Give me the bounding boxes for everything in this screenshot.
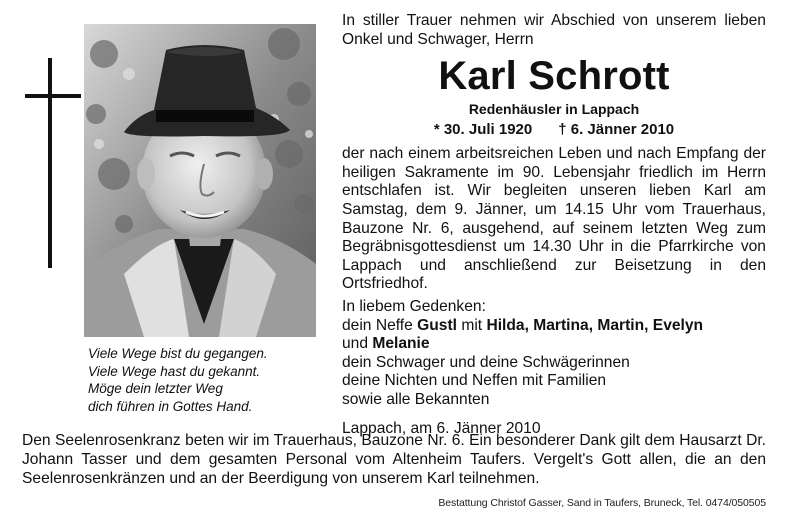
death-date: † 6. Jänner 2010 bbox=[558, 121, 675, 139]
poem bbox=[88, 345, 318, 415]
birth-date: * 30. Juli 1920 bbox=[433, 121, 533, 139]
mourner-text: und bbox=[342, 335, 373, 353]
memory-label: In liebem Gedenken: bbox=[342, 297, 486, 315]
life-dates bbox=[342, 119, 766, 141]
intro-text: In stiller Trauer nehmen wir Abschied von unserem lieben Onkel und Schwager, Herrn bbox=[342, 12, 766, 48]
mourner-text: dein Neffe bbox=[342, 316, 418, 334]
mourner-line: dein Schwager und deine Schwägerinnen bbox=[342, 353, 630, 371]
occupation: Redenhäusler in Lappach bbox=[468, 101, 640, 118]
mourner-line bbox=[342, 335, 766, 354]
deceased-name: Karl Schrott bbox=[438, 54, 670, 99]
cross-symbol-vertical bbox=[48, 58, 52, 268]
poem-line: Viele Wege hast du gekannt. bbox=[88, 363, 261, 379]
funeral-home-footer: Bestattung Christof Gasser, Sand in Taufers, Bruneck, Tel. 0474/050505 bbox=[438, 497, 766, 509]
mourner-line: deine Nichten und Neffen mit Familien bbox=[342, 372, 607, 390]
mourner-name: Gustl bbox=[417, 316, 457, 334]
mourner-line bbox=[342, 317, 766, 336]
mourner-text: mit bbox=[457, 316, 487, 334]
poem-line: Möge dein letzter Weg bbox=[88, 381, 223, 396]
funeral-details: der nach einem arbeitsreichen Leben und nach Empfang der heiligen Sakramente im 90. Lebensjahr friedlich im Herrn entschlafen ist. Wir begleiten unseren lieben Karl am Samstag, dem 9. Jänner, um 14.15 Uhr vom Trauerhaus, Bauzone Nr. 6, ausgehend, auf seinem letzten Weg zum Begräbnisgottesdienst um 14.30 Uhr in die Pfarrkirche von Lappach und anschließend zur Beisetzung in den Ortsfriedhof. bbox=[342, 145, 766, 293]
rosary-text: Den Seelenrosenkranz beten wir im Trauerhaus, Bauzone Nr. 6. Ein besonderer Dank gilt dem Hausarzt Dr. Johann Tasser und dem gesamten Personal vom Altenheim Taufers. Vergelt's Gott allen, die an den Seelenrosenkränzen und an der Beerdigung von unserem Karl teilnehmen. bbox=[22, 432, 766, 487]
place-date: Lappach, am 6. Jänner 2010 bbox=[342, 419, 541, 437]
portrait-photo bbox=[84, 24, 316, 337]
obituary-main bbox=[342, 12, 766, 438]
mourner-name: Melanie bbox=[372, 335, 430, 353]
cross-symbol-horizontal bbox=[25, 94, 81, 98]
poem-line: dich führen in Gottes Hand. bbox=[88, 398, 253, 414]
mourner-line: sowie alle Bekannten bbox=[342, 390, 490, 408]
rosary-notice bbox=[22, 432, 766, 489]
poem-line: Viele Wege bist du gegangen. bbox=[88, 346, 268, 361]
mourner-names: Hilda, Martina, Martin, Evelyn bbox=[486, 316, 704, 334]
